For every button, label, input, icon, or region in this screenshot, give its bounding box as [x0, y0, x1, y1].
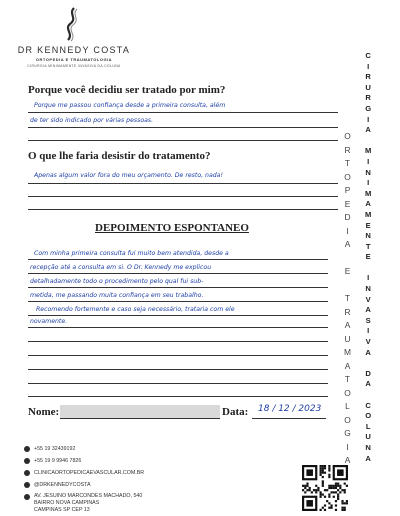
answer-1-line-1: Porque me passou confiança desde a primeira consulta, além: [34, 102, 226, 109]
vertical-letter: M: [365, 188, 372, 198]
vertical-letter: R: [365, 93, 371, 103]
vertical-letter: L: [365, 421, 371, 431]
vertical-letter: I: [367, 61, 370, 71]
vertical-letter: G: [344, 428, 351, 438]
vertical-letter: [346, 281, 348, 295]
name-label: Nome:: [28, 406, 60, 418]
testimonial-rule: [28, 301, 328, 302]
vertical-letter: G: [365, 103, 372, 113]
vertical-letter: N: [365, 167, 371, 177]
vertical-letter: N: [365, 231, 371, 241]
footer-address-1: AV. JESUINO MARCONDES MACHADO, 540: [34, 493, 143, 499]
vertical-letter: U: [365, 432, 371, 442]
answer-rule: [28, 209, 338, 210]
date-rule: [252, 418, 326, 419]
qr-code: [302, 465, 348, 511]
phone-icon: [24, 446, 30, 452]
answer-rule: [28, 127, 338, 128]
vertical-letter: S: [365, 315, 371, 325]
vertical-letter: R: [365, 72, 371, 82]
footer-phone-1: +55 19 32439192: [34, 446, 76, 452]
location-icon: [24, 494, 30, 500]
testimonial-line-1: Com minha primeira consulta fui muito bem atendida, desde a: [34, 250, 229, 257]
testimonial-heading: DEPOIMENTO ESPONTANEO: [95, 222, 249, 234]
brand-subtitle-2: CIRURGIA MINIMAMENTE INVASIVA DA COLUNA: [27, 64, 121, 68]
footer-address-2: BAIRRO NOVA CAMPINAS: [34, 500, 100, 506]
vertical-letter: T: [365, 241, 371, 251]
testimonial-rule: [28, 315, 328, 316]
vertical-letter: D: [344, 212, 351, 222]
name-rule: [60, 418, 220, 419]
footer-instagram: @DRKENNEDYCOSTA: [34, 482, 91, 488]
footer-address-3: CAMPINAS SP CEP 13: [34, 507, 90, 513]
footer-phone-2: +55 19 9 9946 7826: [34, 458, 82, 464]
testimonial-rule: [28, 396, 328, 397]
answer-rule: [28, 112, 338, 113]
vertical-letter: M: [365, 209, 372, 219]
vertical-letter: V: [365, 294, 371, 304]
vertical-letter: [346, 254, 348, 268]
answer-1-line-2: de ter sido indicado por várias pessoas.: [30, 117, 154, 124]
answer-rule: [28, 196, 338, 197]
answer-rule: [28, 183, 338, 184]
vertical-letter: A: [344, 320, 351, 330]
brand-name: DR KENNEDY COSTA: [17, 45, 131, 55]
spine-icon: [58, 6, 84, 42]
instagram-icon: [24, 482, 30, 488]
vertical-letter: A: [344, 455, 351, 465]
testimonial-line-4: metida, me passando muita confiança em seu trabalho.: [30, 292, 204, 299]
vertical-letter: O: [344, 171, 351, 182]
testimonial-line-3: detalhadamente todo o procedimento pelo qual fui sub-: [30, 278, 204, 285]
testimonial-rule: [28, 327, 328, 328]
vertical-letter: R: [344, 144, 351, 155]
question-1: Porque você decidiu ser tratado por mim?: [28, 84, 226, 96]
footer-website: CLINICAORTOPEDICAEVASCULAR.COM.BR: [34, 470, 145, 476]
vertical-letter: M: [365, 146, 372, 156]
answer-rule: [28, 140, 338, 141]
vertical-letter: R: [344, 306, 351, 317]
answer-2-line-1: Apenas algum valor fora do meu orçamento. De resto, nada!: [34, 172, 223, 179]
vertical-letter: I: [367, 326, 370, 336]
whatsapp-icon: [24, 458, 30, 464]
vertical-letter: O: [344, 387, 351, 398]
vertical-letter: E: [344, 198, 351, 209]
vertical-tagline-right: [365, 52, 371, 465]
vertical-letter: E: [365, 252, 371, 262]
vertical-letter: A: [365, 305, 371, 315]
vertical-letter: T: [344, 374, 351, 384]
vertical-letter: T: [344, 293, 351, 303]
date-label: Data:: [222, 406, 249, 418]
vertical-letter: D: [365, 368, 371, 378]
globe-icon: [24, 470, 30, 476]
testimonial-rule: [28, 287, 328, 288]
vertical-letter: M: [344, 347, 351, 357]
vertical-letter: C: [365, 51, 371, 60]
vertical-letter: N: [365, 442, 371, 452]
vertical-letter: E: [365, 220, 371, 230]
testimonial-rule: [28, 369, 328, 370]
vertical-letter: [367, 391, 369, 402]
vertical-letter: L: [345, 401, 350, 411]
vertical-letter: A: [365, 347, 371, 357]
vertical-letter: O: [365, 411, 372, 421]
vertical-letter: T: [344, 158, 351, 168]
vertical-letter: A: [344, 360, 351, 371]
vertical-letter: O: [344, 131, 351, 141]
vertical-letter: I: [367, 273, 370, 283]
vertical-letter: V: [365, 337, 371, 347]
date-value: 18 / 12 / 2023: [258, 404, 322, 414]
vertical-letter: I: [367, 156, 370, 166]
testimonial-rule: [28, 259, 328, 260]
vertical-letter: N: [365, 284, 371, 294]
testimonial-rule: [28, 341, 328, 342]
vertical-tagline-left: [344, 132, 351, 470]
vertical-letter: U: [344, 333, 351, 344]
vertical-letter: C: [365, 400, 371, 410]
testimonial-rule: [28, 273, 328, 274]
redacted-name: [60, 405, 220, 418]
testimonial-rule: [28, 355, 328, 356]
vertical-letter: A: [365, 125, 371, 135]
vertical-letter: A: [365, 199, 371, 209]
testimonial-line-2: recepção até a consulta em si. O Dr. Kennedy me explicou: [30, 264, 212, 271]
vertical-letter: P: [344, 185, 351, 195]
testimonial-line-6: novamente.: [30, 318, 68, 325]
vertical-letter: I: [367, 178, 370, 188]
vertical-letter: A: [344, 239, 351, 249]
brand-subtitle: ORTOPEDIA E TRAUMATOLOGIA: [35, 57, 113, 62]
vertical-letter: I: [346, 441, 349, 452]
vertical-letter: O: [344, 414, 351, 425]
vertical-letter: A: [365, 379, 371, 389]
question-2: O que lhe faria desistir do tratamento?: [28, 150, 211, 162]
vertical-letter: I: [367, 114, 370, 124]
vertical-letter: U: [365, 82, 371, 92]
vertical-letter: E: [344, 266, 351, 276]
vertical-letter: A: [365, 453, 371, 463]
testimonial-rule: [28, 383, 328, 384]
testimonial-line-5: Recomendo fortemente e caso seja necessário, trataria com ele: [36, 306, 235, 313]
vertical-letter: I: [346, 225, 349, 236]
